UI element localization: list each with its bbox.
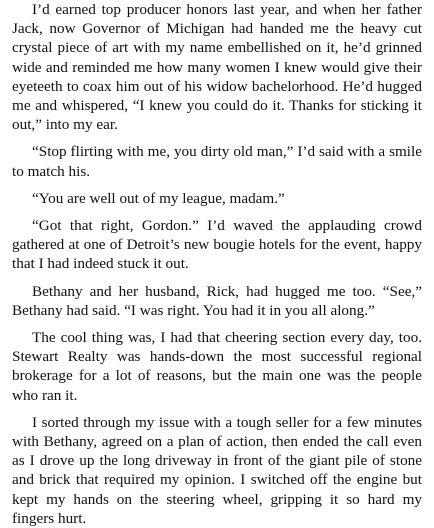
paragraph-3: “You are well out of my league, madam.” [32, 189, 285, 207]
paragraph-5: Bethany and her husband, Rick, had hugged me too. “See,” Bethany had said. “I was right. You had it in you all along.” [12, 282, 422, 319]
paragraph-7: I sorted through my issue with a tough seller for a few minutes with Bethany, agreed on a plan of action, then ended the call even as I drove up the long driveway in front of the giant pile of stone and brick that required my opinion. I switched off the engine but kept my hands on the steering wheel, gripping it so hard my fingers hurt. [12, 413, 422, 527]
paragraph-6: The cool thing was, I had that cheering section every day, too. Stewart Realty was hands-down the most successful regional brokerage for a lot of reasons, but the main one was the people who ran it. [12, 329, 422, 404]
paragraph-2: “Stop flirting with me, you dirty old man,” I’d said with a smile to match his. [12, 143, 422, 180]
paragraph-1: I’d earned top producer honors last year, and when her father Jack, now Governor of Michigan had handed me the heavy cut crystal piece of art with my name embellished on it, he’d grinned wide and reminded me how many women I knew would give their eyeteeth to coax him out of his widow bachelorhood. He’d hugged me and whispered, “I knew you could do it. Thanks for sticking it out,” into my ear. [12, 1, 422, 134]
paragraph-4: “Got that right, Gordon.” I’d waved the applauding crowd gathered at one of Detroit’s new bougie hotels for the event, happy that I had indeed stuck it out. [12, 217, 422, 273]
